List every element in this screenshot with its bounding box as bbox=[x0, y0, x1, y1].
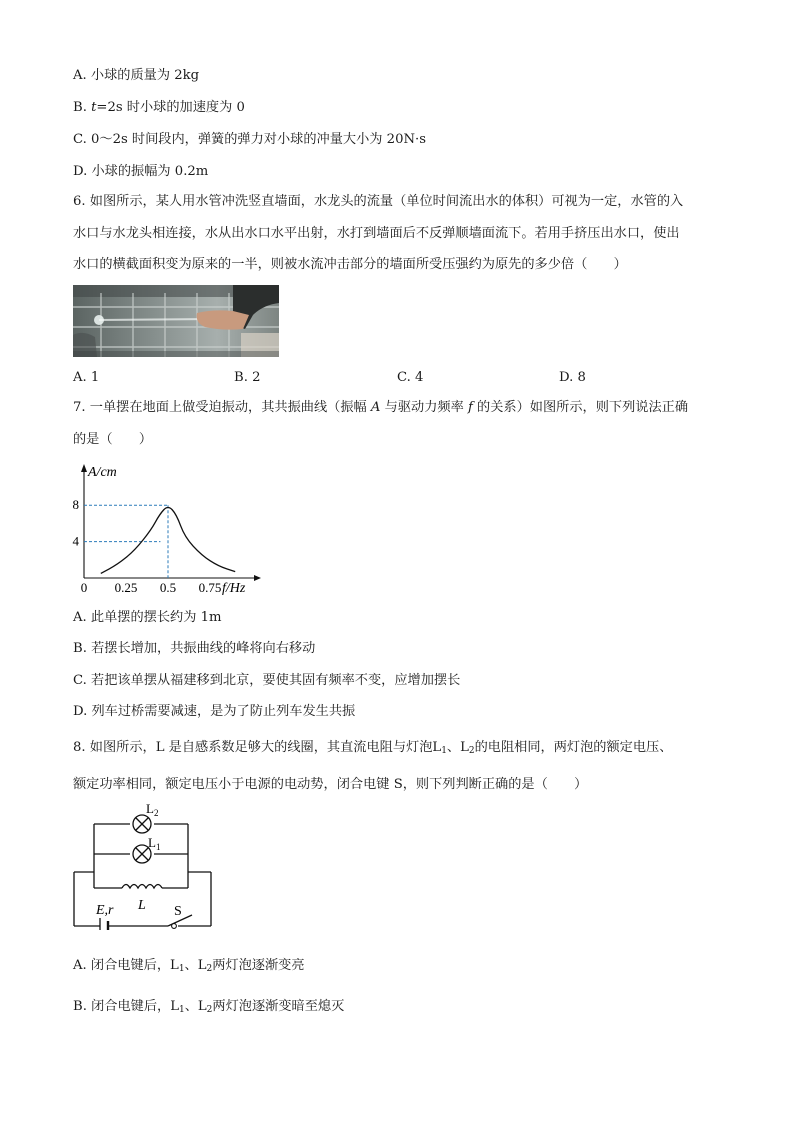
q6-stem-line1: 6. 如图所示，某人用水管冲洗竖直墙面，水龙头的流量（单位时间流出水的体积）可视为一定，水管的入 bbox=[73, 194, 684, 209]
q5-option-b-prefix: B. bbox=[73, 100, 92, 115]
q8-opt-b-l1: $L_1$ bbox=[170, 999, 185, 1015]
q7-stem-part3: 的关系）如图所示，则下列说法正确 bbox=[472, 400, 689, 415]
svg-text:L: L bbox=[146, 801, 154, 816]
q8-opt-a-l1: $L_1$ bbox=[170, 958, 185, 974]
q7-option-c: C. 若把该单摆从福建移到北京，要使其固有频率不变，应增加摆长 bbox=[73, 673, 461, 688]
q6-photo-graphic bbox=[73, 285, 279, 357]
y-tick-label: 4 bbox=[72, 533, 79, 549]
q7-option-d: D. 列车过桥需要减速，是为了防止列车发生共振 bbox=[73, 704, 356, 719]
q7-stem-var-f: f bbox=[467, 400, 473, 415]
q8-stem-part1: 8. 如图所示，L 是自感系数足够大的线圈，其直流电阻与灯泡 bbox=[73, 740, 433, 755]
q6-option-b: B. 2 bbox=[234, 370, 261, 385]
svg-text:1: 1 bbox=[156, 842, 161, 852]
q7-stem-line1 bbox=[73, 399, 688, 417]
lamp-l1-label bbox=[148, 835, 161, 852]
x-tick-label: 0 bbox=[80, 580, 88, 595]
q6-option-d: D. 8 bbox=[559, 370, 586, 385]
q7-resonance-chart bbox=[66, 458, 266, 598]
q5-option-c: C. 0～2s 时间段内，弹簧的弹力对小球的冲量大小为 20N·s bbox=[73, 132, 426, 147]
q6-option-c: C. 4 bbox=[397, 370, 424, 385]
q6-option-a: A. 1 bbox=[73, 370, 100, 385]
switch-label: S bbox=[174, 904, 182, 919]
q6-options bbox=[73, 369, 753, 387]
y-axis-label: A/cm bbox=[88, 465, 117, 480]
svg-text:L: L bbox=[148, 835, 156, 850]
q5-option-b-rest: =2s 时小球的加速度为 0 bbox=[96, 100, 245, 115]
lamp-l2-label bbox=[146, 801, 159, 818]
q7-option-a: A. 此单摆的摆长约为 1m bbox=[73, 610, 222, 625]
q7-option-b: B. 若摆长增加，共振曲线的峰将向右移动 bbox=[73, 641, 316, 656]
q5-option-b-var: t bbox=[91, 100, 97, 115]
coil-label: L bbox=[138, 898, 146, 913]
q5-option-d: D. 小球的振幅为 0.2m bbox=[73, 164, 209, 179]
q8-stem-part2: 的电阻相同，两灯泡的额定电压、 bbox=[474, 740, 673, 755]
y-axis-arrow bbox=[81, 464, 87, 472]
q8-opt-b-l2: $L_2$ bbox=[197, 999, 213, 1015]
q7-stem-line2: 的是（ ） bbox=[73, 432, 153, 447]
q5-option-a: A. 小球的质量为 2kg bbox=[73, 68, 200, 83]
q6-photo-hose-wall bbox=[73, 285, 279, 357]
q8-option-b: B. 闭合电键后，$L_1$、$L_2$两灯泡逐渐变暗至熄灭 bbox=[73, 999, 345, 1015]
q7-stem-var-a: A bbox=[370, 400, 381, 415]
q8-lamp2-ref: $L_2$ bbox=[460, 740, 475, 756]
q5-option-b bbox=[73, 99, 245, 117]
x-axis-label: f/Hz bbox=[222, 581, 246, 596]
q7-stem-part2: 与驱动力频率 bbox=[380, 400, 468, 415]
q8-lamp1-ref: $L_1$ bbox=[432, 740, 447, 756]
x-axis-arrow bbox=[254, 575, 261, 581]
y-tick-label: 8 bbox=[72, 497, 79, 513]
q8-opt-a-l2: $L_2$ bbox=[197, 958, 213, 974]
battery-label: E,r bbox=[96, 903, 114, 918]
q6-stem-line3: 水口的横截面积变为原来的一半，则被水流冲击部分的墙面所受压强约为原先的多少倍（ ） bbox=[73, 257, 627, 272]
q8-stem-line1 bbox=[73, 739, 672, 760]
svg-text:2: 2 bbox=[154, 808, 159, 818]
q6-stem-line2: 水口与水龙头相连接，水从出水口水平出射，水打到墙面后不反弹顺墙面流下。若用手挤压出水口，使出 bbox=[73, 226, 680, 241]
q8-stem-sep: 、 bbox=[446, 740, 461, 755]
q8-option-a: A. 闭合电键后，$L_1$、$L_2$两灯泡逐渐变亮 bbox=[73, 958, 305, 974]
x-tick-label: 0.25 bbox=[114, 580, 138, 595]
x-tick-label: 0.5 bbox=[159, 580, 177, 595]
x-tick-label: 0.75 bbox=[198, 580, 222, 595]
q7-stem-part1: 7. 一单摆在地面上做受迫振动，其共振曲线（振幅 bbox=[73, 400, 371, 415]
q8-stem-line2: 额定功率相同，额定电压小于电源的电动势，闭合电键 S，则下列判断正确的是（ ） bbox=[73, 777, 588, 792]
q8-circuit-diagram bbox=[66, 800, 216, 930]
